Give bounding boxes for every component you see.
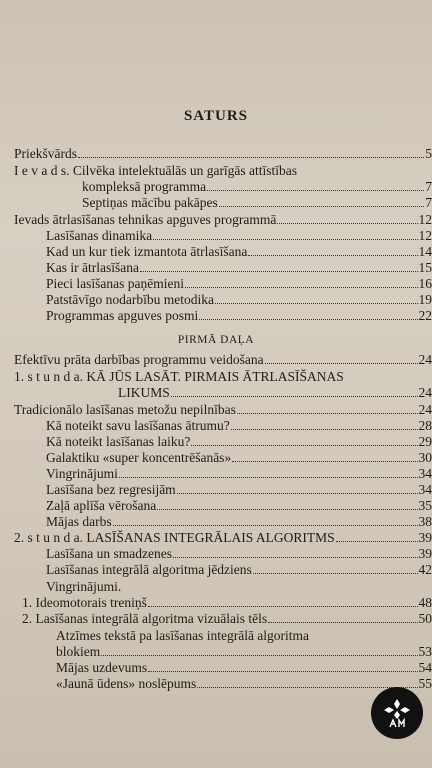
- toc-entry: Tradicionālo lasīšanas metožu nepilnības 24: [14, 402, 432, 417]
- toc-entry: blokiem 53: [56, 644, 432, 659]
- toc-page-number: 42: [418, 562, 432, 577]
- toc-entry: 1. s t u n d a. KĀ JŪS LASĀT. PIRMAIS ĀTRLASĪŠANAS: [14, 369, 344, 384]
- toc-page-number: 35: [418, 498, 432, 513]
- toc-page-number: 12: [418, 228, 432, 243]
- toc-page-number: 24: [418, 385, 432, 400]
- section-heading: PIRMĀ DAĻA: [177, 334, 255, 346]
- toc-page-number: 29: [418, 434, 432, 449]
- ornament-logo-icon: [371, 687, 423, 739]
- toc-entry: 2. Lasīšanas integrālā algoritma vizuālais tēls 50: [22, 611, 432, 626]
- toc-entry: Kā noteikt lasīšanas laiku? 29: [46, 434, 432, 449]
- toc-entry: Kā noteikt savu lasīšanas ātrumu? 28: [46, 418, 432, 433]
- page-title: SATURS: [183, 108, 249, 124]
- toc-entry: kompleksā programma 7: [82, 179, 432, 194]
- toc-entry: Programmas apguves posmi 22: [46, 308, 432, 323]
- toc-entry: Atzīmes tekstā pa lasīšanas integrālā algoritma: [56, 628, 310, 643]
- toc-entry: Ievads ātrlasīšanas tehnikas apguves programmā 12: [14, 212, 432, 227]
- toc-entry: Galaktiku «super koncentrēšanās» 30: [46, 450, 432, 465]
- toc-entry: Efektīvu prāta darbības programmu veidošana 24: [14, 352, 432, 367]
- toc-page-number: 14: [418, 244, 432, 259]
- toc-entry: Kad un kur tiek izmantota ātrlasīšana 14: [46, 244, 432, 259]
- toc-entry: 2. s t u n d a. LASĪŠANAS INTEGRĀLAIS ALGORITMS 39: [14, 530, 432, 545]
- toc-page-number: 7: [425, 195, 432, 210]
- toc-page-number: 30: [418, 450, 432, 465]
- toc-page-number: 50: [418, 611, 432, 626]
- toc-entry: Mājas uzdevums 54: [56, 660, 432, 675]
- toc-entry: LIKUMS 24: [118, 385, 432, 400]
- toc-page-number: 38: [418, 514, 432, 529]
- toc-page-number: 16: [418, 276, 432, 291]
- toc-entry: Vingrinājumi 34: [46, 466, 432, 481]
- toc-page-number: 48: [418, 595, 432, 610]
- toc-entry: Lasīšana bez regresijām 34: [46, 482, 432, 497]
- toc-entry: Septiņas mācību pakāpes 7: [82, 195, 432, 210]
- toc-page-number: 55: [418, 676, 432, 691]
- toc-entry: Lasīšanas integrālā algoritma jēdziens 42: [46, 562, 432, 577]
- toc-page-number: 22: [418, 308, 432, 323]
- toc-page-number: 39: [418, 530, 432, 545]
- toc-page-number: 39: [418, 546, 432, 561]
- toc-page-number: 12: [418, 212, 432, 227]
- toc-entry: Mājas darbs 38: [46, 514, 432, 529]
- toc-page-number: 34: [418, 466, 432, 481]
- toc-entry: Pieci lasīšanas paņēmieni 16: [46, 276, 432, 291]
- toc-page-number: 54: [418, 660, 432, 675]
- toc-page-number: 5: [425, 146, 432, 161]
- toc-entry: Zaļā aplīša vērošana 35: [46, 498, 432, 513]
- toc-entry: Kas ir ātrlasīšana 15: [46, 260, 432, 275]
- toc-page-number: 34: [418, 482, 432, 497]
- toc-entry: Lasīšanas dinamika 12: [46, 228, 432, 243]
- toc-page-number: 24: [418, 402, 432, 417]
- toc-page-number: 28: [418, 418, 432, 433]
- toc-entry: «Jaunā ūdens» noslēpums 55: [56, 676, 432, 691]
- toc-page-number: 24: [418, 352, 432, 367]
- toc-page-number: 7: [425, 179, 432, 194]
- toc-entry: Patstāvīgo nodarbību metodika 19: [46, 292, 432, 307]
- toc-page-number: 19: [418, 292, 432, 307]
- toc-entry: I e v a d s. Cilvēka intelektuālās un garīgās attīstības: [14, 163, 298, 178]
- toc-entry: 1. Ideomotorais treniņš 48: [22, 595, 432, 610]
- toc-page-number: 53: [418, 644, 432, 659]
- toc-page-number: 15: [418, 260, 432, 275]
- toc-entry: Lasīšana un smadzenes 39: [46, 546, 432, 561]
- toc-entry: Vingrinājumi.: [46, 579, 122, 594]
- toc-entry: Priekšvārds 5: [14, 146, 432, 161]
